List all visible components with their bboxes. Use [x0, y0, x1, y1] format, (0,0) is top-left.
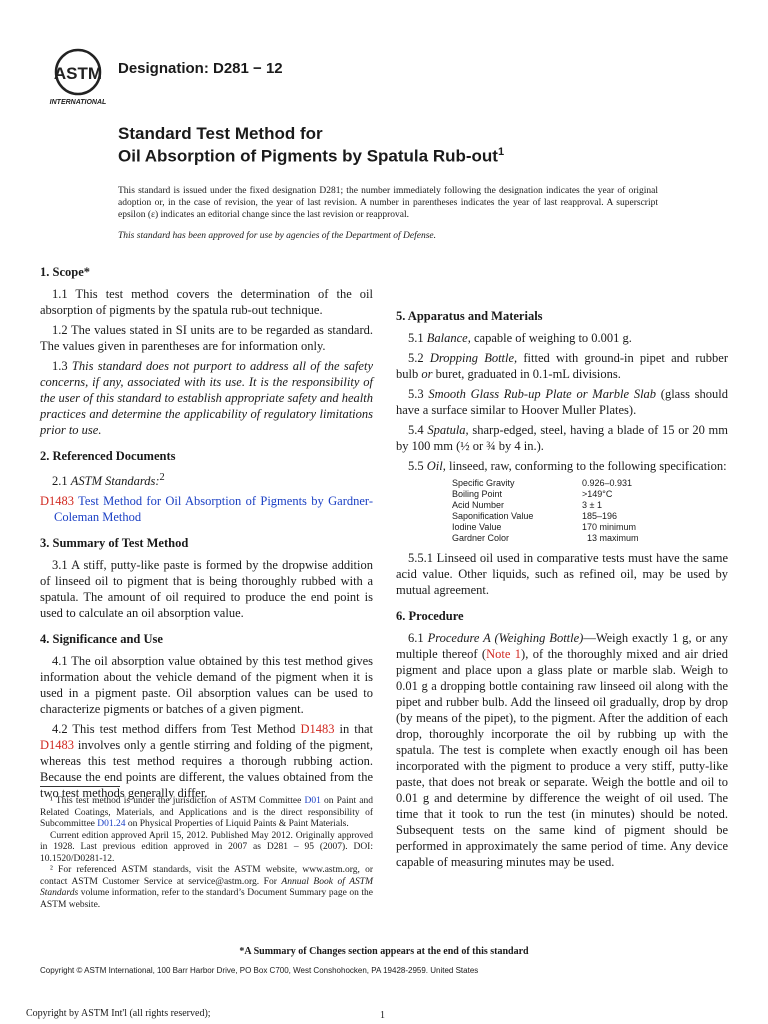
section-heading: 3. Summary of Test Method	[40, 536, 189, 551]
note-1-link[interactable]: Note 1	[486, 647, 522, 661]
paragraph: 1.3 This standard does not purport to address all of the safety concerns, if any, associated with its use. It is the responsibility of the user of this standard to establish appropriate safety and health practices and determine the applicability of regulatory limitations prior to use.	[40, 359, 373, 437]
logo-text: ASTM	[53, 64, 103, 83]
table-row: Iodine Value 170 minimum	[452, 522, 637, 532]
section-heading: 5. Apparatus and Materials	[396, 309, 543, 323]
footnote-1: ¹ This test method is under the jurisdiction of ASTM Committee D01 on Paint and Related Coatings, Materials, and Applications and is the direct responsibility of Subcommittee D01.24 on Physical Properties of Liquid Paints & Paint Materials.	[40, 796, 373, 829]
title-main: Oil Absorption of Pigments by Spatula Rub-out	[118, 146, 498, 166]
section-heading: 6. Procedure	[396, 609, 464, 623]
rights-notice: Copyright by ASTM Int'l (all rights reserved);	[26, 1008, 211, 1019]
table-row: Specific Gravity 0.926–0.931	[452, 478, 633, 488]
reference-entry	[40, 493, 373, 525]
paragraph: 5.5.1 Linseed oil used in comparative tests must have the same acid value. Other liquids, such as refined oil, may be used by mutual agreement.	[396, 551, 728, 597]
section-heading: 1. Scope*	[40, 265, 90, 279]
table-row: Acid Number 3 ± 1	[452, 500, 602, 510]
ref-title-link[interactable]: Test Method for Oil Absorption of Pigments by Gardner-Coleman Method	[54, 494, 373, 525]
paragraph: 4.2 This test method differs from Test Method D1483 in that D1483 involves only a gentle stirring and folding of the pigment, whereas this test method requires a thorough rubbing action. Because the end points are different, the values obtained from the two test methods generally differ.	[40, 722, 374, 801]
paragraph: 4.1 The oil absorption value obtained by this test method gives information about the vehicle demand of the pigment when it is used in a pigment paste. Oil absorption values can be used to characterize pigments or batches of a given pigment.	[40, 654, 373, 717]
title-line-1: Standard Test Method for	[118, 124, 323, 143]
footnote-divider	[40, 786, 120, 787]
ref-link-d1483[interactable]: D1483	[40, 738, 75, 753]
ref-link-d1483[interactable]: D1483	[40, 494, 75, 509]
summary-of-changes-note: *A Summary of Changes section appears at the end of this standard	[239, 946, 529, 957]
left-column	[40, 264, 373, 805]
table-row: Gardner Color 13 maximum	[452, 533, 639, 543]
footnotes	[40, 796, 373, 911]
footnote-2: ² For referenced ASTM standards, visit the ASTM website, www.astm.org, or contact ASTM Customer Service at service@astm.org. For Annual Book of ASTM Standards volume information, refer to the standard’s Document Summary page on the ASTM website.	[40, 865, 373, 910]
issuance-notice: This standard is issued under the fixed designation D281; the number immediately following the designation indicates the year of original adoption or, in the case of revision, the year of last revision. A number in parentheses indicates the year of last reapproval. A superscript epsilon (ε) indicates an editorial change since the last revision or reapproval.	[118, 186, 658, 220]
page-number: 1	[380, 1010, 385, 1021]
paragraph: 6.1 Procedure A (Weighing Bottle)—Weigh exactly 1 g, or any multiple thereof (Note 1), of the thoroughly mixed and air dried pigment and place upon a glass plate or marble slab. Weigh to 0.01 g a dropping bottle containing raw linseed oil along with the pipet and rubber bulb. Add the linseed oil gradually, drop by drop (by means of the pipet), to the pigment. After the addition of each drop, thoroughly incorporate the oil by rubbing up with the spatula. The test is complete when exactly enough oil has been incorporated with the pigment to produce a very stiff, putty-like paste, that does not break or separate. Weigh the bottle and oil to 0.01 g and determine by difference the weight of oil used. The time that it took to run the test (in minutes) should be noted. Subsequent tests on the same kind of pigment should be performed in approximately the same period of time. Any device capable of measuring minutes may be used.	[396, 631, 729, 869]
astm-logo	[42, 46, 114, 106]
paragraph: 5.3 Smooth Glass Rub-up Plate or Marble Slab (glass should have a surface similar to Hoover Muller Plates).	[396, 387, 729, 417]
right-column	[396, 264, 728, 874]
section-heading: 4. Significance and Use	[40, 632, 163, 647]
paragraph: 5.2 Dropping Bottle, fitted with ground-in pipet and rubber bulb or buret, graduated in 0.1-mL divisions.	[396, 351, 728, 381]
copyright-line: Copyright © ASTM International, 100 Barr Harbor Drive, PO Box C700, West Conshohocken, PA 19428-2959. United States	[40, 966, 479, 975]
designation: Designation: D281 − 12	[118, 60, 283, 77]
continuation-spacer	[396, 264, 728, 298]
footnote-edition: Current edition approved April 15, 2012. Published May 2012. Originally approved in 1928. Last previous edition approved in 2007 as D281 – 95 (2007). DOI: 10.1520/D0281-12.	[40, 830, 373, 864]
paragraph: 5.4 Spatula, sharp-edged, steel, having a blade of 15 or 20 mm by 100 mm (½ or ¾ by 4 in.).	[396, 423, 728, 453]
paragraph: 5.5 Oil, linseed, raw, conforming to the following specification:	[408, 459, 727, 473]
section-heading: 2. Referenced Documents	[40, 449, 176, 463]
ref-link-d1483[interactable]: D1483	[300, 722, 335, 737]
table-row: Saponification Value 185–196	[452, 511, 618, 521]
paragraph: 2.1 ASTM Standards:$^2$	[52, 472, 165, 489]
paragraph: 3.1 A stiff, putty-like paste is formed by the dropwise addition of linseed oil to pigment that is being thoroughly rubbed with a spatula. The amount of oil required to produce the end point is used to calculate an oil absorption value.	[40, 558, 373, 621]
committee-link-d01[interactable]: D01	[304, 796, 321, 806]
subcommittee-link-d0124[interactable]: D01.24	[97, 819, 126, 829]
oil-spec-table	[452, 478, 639, 544]
table-row: Boiling Point >149°C	[452, 489, 613, 499]
paragraph: 1.2 The values stated in SI units are to be regarded as standard. The values given in parentheses are for information only.	[40, 323, 373, 353]
paragraph: 1.1 This test method covers the determination of the oil absorption of pigments by the spatula rub-out technique.	[40, 287, 373, 317]
logo-subtext: INTERNATIONAL	[49, 99, 107, 106]
paragraph: 5.1 Balance, capable of weighing to 0.001 g.	[408, 331, 632, 345]
dod-notice: This standard has been approved for use by agencies of the Department of Defense.	[118, 231, 437, 241]
title-footnote-mark: 1	[497, 146, 505, 158]
title-line-2	[118, 146, 504, 167]
